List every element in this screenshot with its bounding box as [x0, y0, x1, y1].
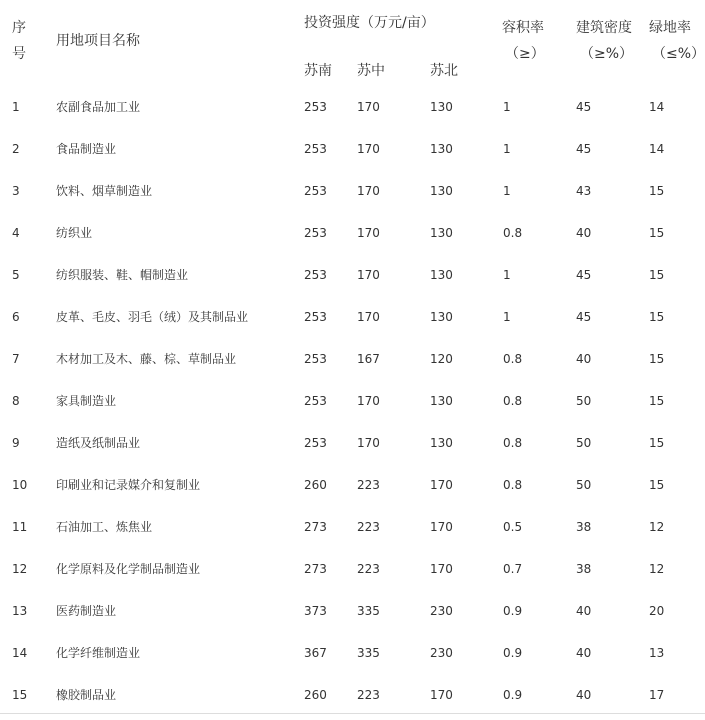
row-project-name: 农副食品加工业 — [56, 100, 141, 114]
row-sunan: 253 — [304, 310, 327, 324]
row-green-rate: 15 — [649, 394, 665, 408]
row-number: 15 — [12, 688, 28, 702]
row-suzhong: 170 — [357, 226, 380, 240]
row-project-name: 纺织服装、鞋、帽制造业 — [56, 268, 189, 282]
row-number: 13 — [12, 604, 28, 618]
bottom-divider — [0, 713, 705, 714]
row-suzhong: 170 — [357, 310, 380, 324]
row-project-name: 食品制造业 — [56, 142, 117, 156]
row-green-rate: 14 — [649, 100, 665, 114]
row-building-density: 50 — [576, 478, 592, 492]
row-subei: 130 — [430, 226, 453, 240]
row-subei: 130 — [430, 268, 453, 282]
row-sunan: 260 — [304, 478, 327, 492]
row-suzhong: 167 — [357, 352, 380, 366]
row-building-density: 40 — [576, 352, 592, 366]
row-green-rate: 17 — [649, 688, 665, 702]
row-plot-ratio: 0.8 — [503, 226, 523, 240]
row-sunan: 260 — [304, 688, 327, 702]
row-number: 3 — [12, 184, 20, 198]
row-plot-ratio: 0.9 — [503, 604, 523, 618]
row-suzhong: 223 — [357, 562, 380, 576]
row-subei: 170 — [430, 478, 453, 492]
row-number: 4 — [12, 226, 20, 240]
row-building-density: 40 — [576, 226, 592, 240]
row-sunan: 367 — [304, 646, 327, 660]
row-number: 2 — [12, 142, 20, 156]
row-green-rate: 12 — [649, 520, 665, 534]
row-number: 6 — [12, 310, 20, 324]
header-sunan: 苏南 — [304, 63, 332, 79]
row-green-rate: 15 — [649, 352, 665, 366]
row-building-density: 38 — [576, 562, 592, 576]
row-green-rate: 12 — [649, 562, 665, 576]
row-suzhong: 170 — [357, 268, 380, 282]
row-subei: 170 — [430, 520, 453, 534]
row-project-name: 橡胶制品业 — [56, 688, 117, 702]
row-building-density: 45 — [576, 310, 592, 324]
row-subei: 120 — [430, 352, 453, 366]
row-sunan: 253 — [304, 100, 327, 114]
row-number: 14 — [12, 646, 28, 660]
row-suzhong: 223 — [357, 520, 380, 534]
row-number: 5 — [12, 268, 20, 282]
row-sunan: 253 — [304, 352, 327, 366]
row-green-rate: 20 — [649, 604, 665, 618]
row-subei: 130 — [430, 142, 453, 156]
header-seq-line1: 序 — [12, 20, 26, 36]
row-plot-ratio: 1 — [503, 268, 511, 282]
row-building-density: 50 — [576, 394, 592, 408]
row-project-name: 饮料、烟草制造业 — [56, 184, 153, 198]
row-subei: 130 — [430, 100, 453, 114]
row-subei: 170 — [430, 688, 453, 702]
row-sunan: 253 — [304, 226, 327, 240]
row-plot-ratio: 0.8 — [503, 436, 523, 450]
row-subei: 130 — [430, 394, 453, 408]
row-number: 11 — [12, 520, 28, 534]
header-building-density: 建筑密度 — [576, 20, 632, 36]
row-plot-ratio: 1 — [503, 100, 511, 114]
row-building-density: 40 — [576, 604, 592, 618]
row-green-rate: 15 — [649, 310, 665, 324]
row-building-density: 40 — [576, 688, 592, 702]
row-plot-ratio: 1 — [503, 142, 511, 156]
row-project-name: 纺织业 — [56, 226, 93, 240]
row-building-density: 50 — [576, 436, 592, 450]
header-investment-intensity: 投资强度（万元/亩） — [304, 15, 435, 31]
row-project-name: 印刷业和记录媒介和复制业 — [56, 478, 201, 492]
row-number: 7 — [12, 352, 20, 366]
row-suzhong: 335 — [357, 604, 380, 618]
row-suzhong: 170 — [357, 100, 380, 114]
row-sunan: 253 — [304, 268, 327, 282]
row-green-rate: 15 — [649, 226, 665, 240]
row-green-rate: 15 — [649, 478, 665, 492]
row-subei: 230 — [430, 646, 453, 660]
row-plot-ratio: 0.8 — [503, 352, 523, 366]
header-suzhong: 苏中 — [357, 63, 385, 79]
row-project-name: 木材加工及木、藤、棕、草制品业 — [56, 352, 237, 366]
row-sunan: 253 — [304, 436, 327, 450]
row-subei: 130 — [430, 436, 453, 450]
row-subei: 230 — [430, 604, 453, 618]
row-suzhong: 170 — [357, 142, 380, 156]
row-sunan: 273 — [304, 520, 327, 534]
row-sunan: 253 — [304, 142, 327, 156]
row-project-name: 化学原料及化学制品制造业 — [56, 562, 201, 576]
row-project-name: 医药制造业 — [56, 604, 117, 618]
row-subei: 170 — [430, 562, 453, 576]
row-green-rate: 15 — [649, 268, 665, 282]
row-building-density: 43 — [576, 184, 592, 198]
row-project-name: 石油加工、炼焦业 — [56, 520, 153, 534]
row-suzhong: 170 — [357, 184, 380, 198]
row-green-rate: 15 — [649, 184, 665, 198]
header-green-rate: 绿地率 — [649, 20, 691, 36]
row-building-density: 45 — [576, 100, 592, 114]
row-project-name: 皮革、毛皮、羽毛（绒）及其制品业 — [56, 310, 249, 324]
row-plot-ratio: 0.9 — [503, 646, 523, 660]
header-plot-ratio: 容积率 — [502, 20, 544, 36]
header-seq-line2: 号 — [12, 46, 26, 62]
row-number: 8 — [12, 394, 20, 408]
row-plot-ratio: 0.5 — [503, 520, 523, 534]
row-suzhong: 170 — [357, 436, 380, 450]
header-subei: 苏北 — [430, 63, 458, 79]
row-building-density: 40 — [576, 646, 592, 660]
row-plot-ratio: 0.8 — [503, 394, 523, 408]
row-number: 1 — [12, 100, 20, 114]
row-green-rate: 13 — [649, 646, 665, 660]
row-building-density: 45 — [576, 142, 592, 156]
row-sunan: 373 — [304, 604, 327, 618]
row-number: 9 — [12, 436, 20, 450]
row-building-density: 45 — [576, 268, 592, 282]
header-building-density-unit: （≥%） — [580, 46, 634, 62]
header-green-rate-unit: （≤%） — [652, 46, 705, 62]
row-project-name: 家具制造业 — [56, 394, 117, 408]
row-number: 12 — [12, 562, 28, 576]
row-suzhong: 335 — [357, 646, 380, 660]
row-green-rate: 14 — [649, 142, 665, 156]
row-subei: 130 — [430, 310, 453, 324]
row-building-density: 38 — [576, 520, 592, 534]
row-project-name: 造纸及纸制品业 — [56, 436, 141, 450]
row-plot-ratio: 0.7 — [503, 562, 523, 576]
row-subei: 130 — [430, 184, 453, 198]
header-plot-ratio-unit: （≥） — [505, 46, 545, 62]
row-suzhong: 170 — [357, 394, 380, 408]
row-sunan: 253 — [304, 184, 327, 198]
row-plot-ratio: 1 — [503, 184, 511, 198]
row-suzhong: 223 — [357, 478, 380, 492]
row-plot-ratio: 1 — [503, 310, 511, 324]
row-sunan: 253 — [304, 394, 327, 408]
row-green-rate: 15 — [649, 436, 665, 450]
row-plot-ratio: 0.8 — [503, 478, 523, 492]
row-number: 10 — [12, 478, 28, 492]
row-project-name: 化学纤维制造业 — [56, 646, 141, 660]
row-sunan: 273 — [304, 562, 327, 576]
row-suzhong: 223 — [357, 688, 380, 702]
row-plot-ratio: 0.9 — [503, 688, 523, 702]
header-project-name: 用地项目名称 — [56, 33, 140, 49]
